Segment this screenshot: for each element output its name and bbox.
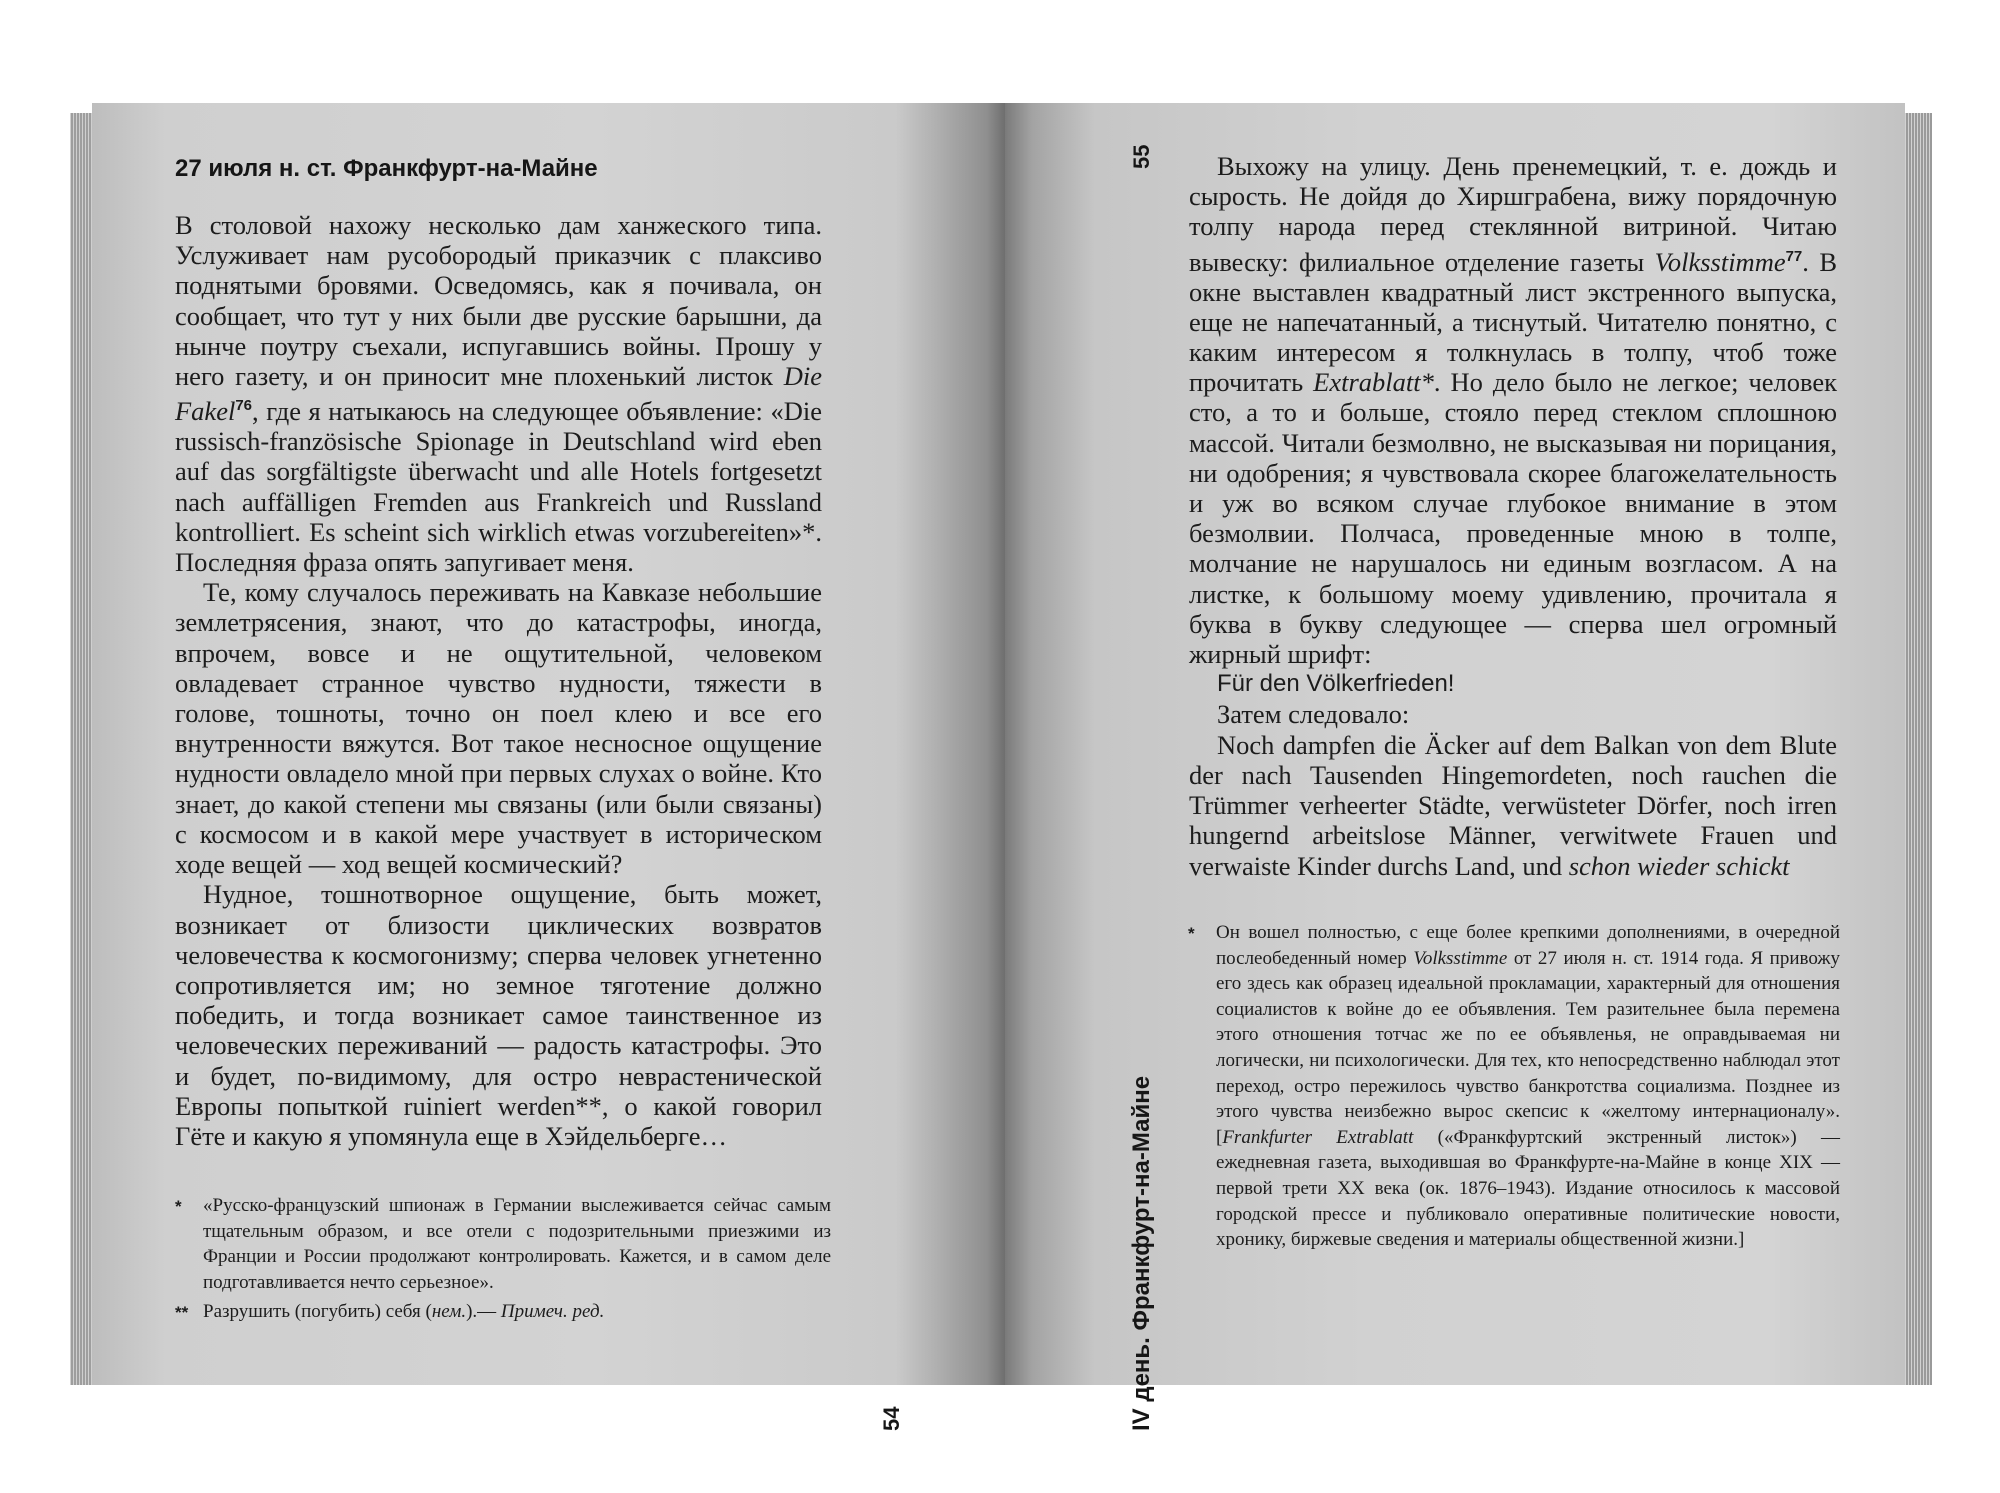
- paragraph: Те, кому случалось переживать на Кавказе небольшие землетрясения, знают, что до катастрофы, иногда, впрочем, вовсе и не ощутительной, человеком овладевает странное чувство нудности, тяжести в голове, тошноты, точно он поел клею и все его внутренности вяжутся. Вот такое несносное ощущение нудности овладело мной при первых слухах о войне. Кто знает, до какой степени мы связаны (или были связаны) с космосом и в какой мере участвует в историческом ходе вещей — ход вещей космический?: [175, 577, 822, 880]
- paragraph: Нудное, тошнотворное ощущение, быть может, возникает от близости циклических возвратов человечества к космогонизму; сперва человек угнетенно сопротивляется им; но земное тяготение должно победить, и тогда возникает самое таинственное из человеческих переживаний — радость катастрофы. Это и будет, по-видимому, для остро неврастенической Европы попыткой ruiniert werden**, о какой говорил Гёте и какую я упомянула еще в Хэйдельберге…: [175, 879, 822, 1151]
- paragraph: Затем следовало:: [1217, 699, 1410, 730]
- text-run: Выхожу на улицу. День пренемецкий, т. е. дождь и сырость. Не дойдя до Хиршграбена, вижу порядочную толпу народа перед стеклянной витриной. Читаю вывеску: филиальное отделение газеты: [1189, 151, 1837, 277]
- footnote-text: [1216, 920, 1840, 1253]
- footnote-mark: **: [175, 1303, 189, 1323]
- text-run: Volksstimme: [1413, 947, 1508, 969]
- text-run: от 27 июля н. ст. 1914 года. Я привожу его здесь как образец идеальной прокламации, характерный для отношения социалистов к войне до ее объявления. Тем разительнее была перемена этого отношения тотчас же по ее объявленья, не оправдываемая ни логически, ни психологически. Для тех, кто непосредственно наблюдал этот переход, остро пережилось чувство банкротства социализма. Позднее из этого чувства неизбежно вырос скепсис к «желтому интернационалу». [: [1216, 947, 1840, 1148]
- footnote: [175, 1193, 831, 1295]
- text-run: Он вошел полностью, с еще более крепкими дополнениями, в очередной послеобеденный номер: [1216, 922, 1840, 969]
- page-number: 55: [1129, 144, 1154, 169]
- running-head: 27 июля н. ст. Франкфурт-на-Майне: [175, 155, 598, 182]
- text-run: Разрушить (погубить) себя (: [203, 1301, 432, 1323]
- text-run: нем.: [431, 1301, 467, 1323]
- footnote-mark: *: [175, 1197, 182, 1216]
- text-run: ).—: [466, 1301, 501, 1323]
- right-body-text: [1189, 151, 1837, 881]
- page-number: 54: [879, 1406, 904, 1431]
- paragraph: [175, 210, 822, 577]
- footnote-text: [203, 1299, 831, 1326]
- footnote: [1188, 920, 1840, 1253]
- paragraph: [1189, 151, 1837, 669]
- text-run: В столовой нахожу несколько дам ханжеского типа. Услуживает нам русобородый приказчик с плаксиво поднятыми бровями. Осведомясь, как я почивала, он сообщает, что тут у них были две русские барышни, да нынче поутру съехали, испугавшись войны. Прошу у него газету, и он приносит мне плохенький листок: [175, 210, 822, 392]
- right-page: [1005, 103, 1905, 1431]
- text-run: («Франкфуртский экстренный листок») — ежедневная газета, выходившая во Франкфурте-на-Майне в конце XIX — первой трети XX века (ок. 1876–1943). Издание относилось к массовой городской прессе и публиковало оперативные политические новости, хронику, биржевые сведения и материалы общественной жизни.]: [1216, 1126, 1840, 1251]
- paragraph: [1189, 730, 1837, 881]
- right-footnote: [1188, 920, 1840, 1253]
- endnote-ref: 77: [1785, 247, 1803, 265]
- text-run: Примеч. ред.: [500, 1301, 605, 1323]
- left-footnotes: [175, 1193, 831, 1326]
- endnote-ref: 76: [235, 397, 253, 415]
- footnote: [175, 1299, 831, 1326]
- footnote-text: «Русско-французский шпионаж в Германии выслеживается сейчас самым тщательным образом, и все отели с подозрительными приезжими из Франции и России продолжают контролировать. Кажется, и в самом деле подготавливается нечто серьезное».: [203, 1195, 831, 1293]
- text-run: Frankfurter Extrablatt: [1222, 1126, 1414, 1148]
- text-run: Extrablatt*: [1313, 367, 1434, 398]
- headline-quote: Für den Völkerfrieden!: [1217, 670, 1455, 698]
- footnote-mark: *: [1188, 924, 1195, 943]
- text-run: , где я натыкаюсь на следующее объявление: «Die russisch-französische Spionage in Deutschland wird eben auf das sorgfältigste überwacht und alle Hotels fortgesetzt nach auffälligen Fremden aus Frankreich und Russland kontrolliert. Es scheint sich wirklich etwas vorzubereiten»*. Последняя фраза опять запугивает меня.: [175, 396, 822, 578]
- newspaper-title: Die Fakel: [175, 361, 822, 427]
- text-run: Noch dampfen die Äcker auf dem Balkan von dem Blute der nach Tausenden Hingemordeten, noch rauchen die Trümmer verheerter Städte, verwüsteter Dörfer, noch irren hungernd arbeitslose Männer, verwitwete Frauen und verwaiste Kinder durchs Land, und: [1189, 729, 1837, 881]
- left-body-text: [175, 210, 822, 1151]
- text-run: . В окне выставлен квадратный лист экстренного выпуска, еще не напечатанный, а тиснутый. Читателю понятно, с каким интересом я толкнулась в толпу, чтоб тоже прочитать: [1189, 246, 1837, 398]
- newspaper-title: Volksstimme: [1654, 246, 1786, 277]
- left-page: [92, 103, 1005, 1431]
- running-head-vertical: IV день. Франкфурт-на-Майне: [1128, 1075, 1155, 1431]
- text-run: . Но дело было не легкое; человек сто, а то и больше, стояло перед стеклом сплошною массой. Читали безмолвно, не высказывая ни порицания, ни одобрения; я чувствовала скорее благожелательность и уж во всяком случае глубокое внимание в этом безмолвии. Полчаса, проведенные мною в толпе, молчание не нарушалось ни единым возгласом. А на листке, к большому моему удивлению, прочитала я буква в букву следующее — сперва шел огромный жирный шрифт:: [1189, 367, 1838, 670]
- text-run: schon wieder schickt: [1568, 850, 1790, 881]
